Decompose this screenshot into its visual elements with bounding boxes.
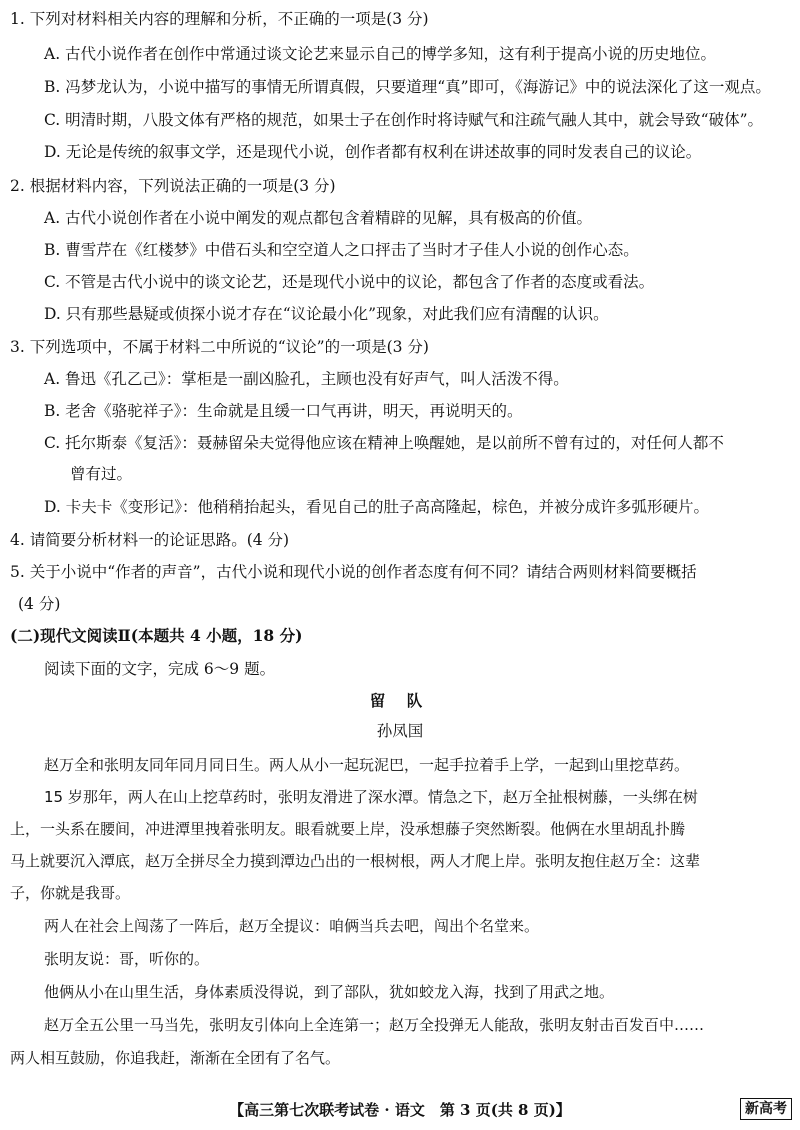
story-paragraph-1: 赵万全和张明友同年同月同日生。两人从小一起玩泥巴，一起手拉着手上学，一起到山里挖草药。 [44,756,690,774]
story-author: 孙凤国 [376,722,424,740]
question-3-stem: 3. 下列选项中，不属于材料二中所说的“议论”的一项是(3 分) [10,338,429,356]
story-paragraph-4: 张明友说：哥，听你的。 [44,950,210,968]
question-3-option-b: B. 老舍《骆驼祥子》：生命就是且缓一口气再讲，明天，再说明天的。 [44,402,523,420]
question-2-option-c: C. 不管是古代小说中的谈文论艺，还是现代小说中的议论，都包含了作者的态度或看法。 [44,273,655,291]
edition-stamp: 新高考 [740,1098,792,1120]
question-2-option-d: D. 只有那些悬疑或侦探小说才存在“议论最小化”现象，对此我们应有清醒的认识。 [44,305,609,323]
question-3-option-c-continued: 曾有过。 [70,465,133,483]
question-5-line-1: 5. 关于小说中“作者的声音”，古代小说和现代小说的创作者态度有何不同？请结合两则材料简要概括 [10,563,697,581]
question-1-stem: 1. 下列对材料相关内容的理解和分析，不正确的一项是(3 分) [10,10,429,28]
section-heading: (二)现代文阅读Ⅱ(本题共 4 小题，18 分) [10,626,303,645]
story-paragraph-5: 他俩从小在山里生活，身体素质没得说，到了部队，犹如蛟龙入海，找到了用武之地。 [44,983,615,1001]
question-5-line-2: (4 分) [18,595,61,613]
story-paragraph-2-line-4: 子，你就是我哥。 [10,884,131,902]
story-paragraph-2-line-3: 马上就要沉入潭底，赵万全拼尽全力摸到潭边凸出的一根树根，两人才爬上岸。张明友抱住赵万全：这辈 [10,852,701,870]
question-3-option-a: A. 鲁迅《孔乙己》：掌柜是一副凶脸孔，主顾也没有好声气，叫人活泼不得。 [44,370,569,388]
story-paragraph-6: 赵万全五公里一马当先，张明友引体向上全连第一；赵万全投弹无人能敌，张明友射击百发百中…… [44,1016,705,1034]
question-1-option-d: D. 无论是传统的叙事文学，还是现代小说，创作者都有权利在讲述故事的同时发表自己的议论。 [44,143,702,161]
question-2-option-a: A. 古代小说创作者在小说中阐发的观点都包含着精辟的见解，具有极高的价值。 [44,209,593,227]
story-title: 留 队 [369,691,431,710]
story-paragraph-3: 两人在社会上闯荡了一阵后，赵万全提议：咱俩当兵去吧，闯出个名堂来。 [44,917,540,935]
question-4: 4. 请简要分析材料一的论证思路。(4 分) [10,531,290,549]
story-paragraph-2: 15 岁那年，两人在山上挖草药时，张明友滑进了深水潭。情急之下，赵万全扯根树藤，一头绑在树 [44,788,698,806]
question-2-option-b: B. 曹雪芹在《红楼梦》中借石头和空空道人之口抨击了当时才子佳人小说的创作心态。 [44,241,639,259]
question-1-option-b: B. 冯梦龙认为，小说中描写的事情无所谓真假，只要道理“真”即可，《海游记》中的说法深化了这一观点。 [44,78,771,96]
question-3-option-c: C. 托尔斯泰《复活》：聂赫留朵夫觉得他应该在精神上唤醒她，是以前所不曾有过的，对任何人都不 [44,434,724,452]
question-1-option-c: C. 明清时期，八股文体有严格的规范，如果士子在创作时将诗赋气和注疏气融人其中，就会导致“破体”。 [44,111,764,129]
story-paragraph-2-line-2: 上，一头系在腰间，冲进潭里拽着张明友。眼看就要上岸，没承想藤子突然断裂。他俩在水里胡乱扑腾 [10,820,686,838]
story-paragraph-6-line-2: 两人相互鼓励，你追我赶，渐渐在全团有了名气。 [10,1049,341,1067]
section-instruction: 阅读下面的文字，完成 6～9 题。 [44,660,276,678]
question-2-stem: 2. 根据材料内容，下列说法正确的一项是(3 分) [10,177,336,195]
page-footer: 【高三第七次联考试卷 · 语文 第 3 页(共 8 页)】 [229,1101,571,1119]
question-1-option-a: A. 古代小说作者在创作中常通过谈文论艺来显示自己的博学多知，这有利于提高小说的历史地位。 [44,45,717,63]
question-3-option-d: D. 卡夫卡《变形记》：他稍稍抬起头，看见自己的肚子高高隆起，棕色，并被分成许多弧形硬片。 [44,498,709,516]
